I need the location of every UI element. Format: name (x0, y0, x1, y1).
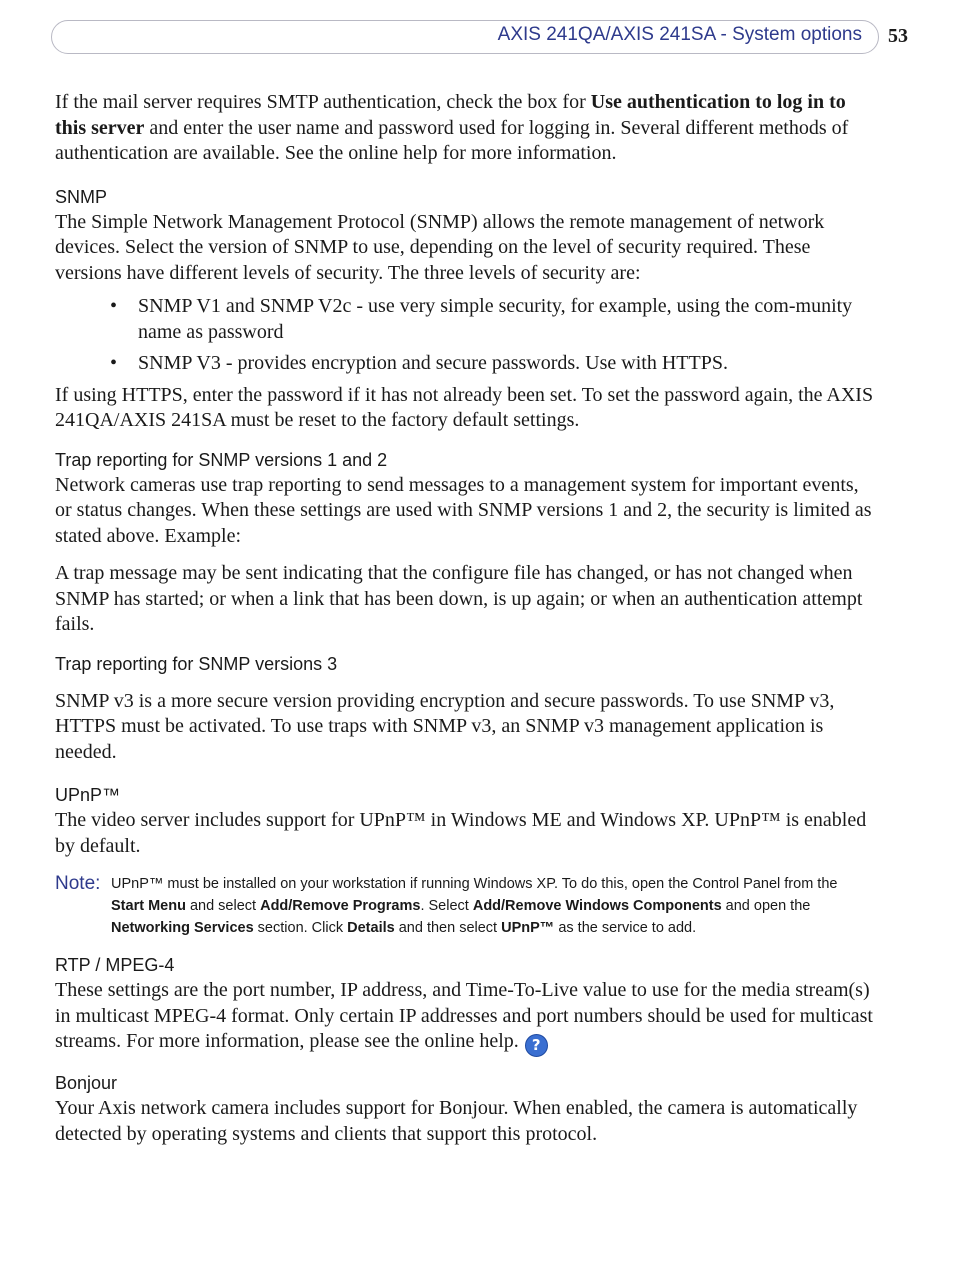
trap-3-paragraph: SNMP v3 is a more secure version providing encryption and secure passwords. To use SNMP v3, HTTPS must be activated. To use traps with SNMP v3, an SNMP v3 management application is needed. (55, 689, 835, 763)
page-content (55, 90, 877, 1147)
bullet-icon: • (110, 295, 118, 317)
snmp-paragraph: The Simple Network Management Protocol (SNMP) allows the remote management of network devices. Select the version of SNMP to use, depending on the level of security required. These versions have different levels of security. The three levels of security are: (55, 210, 825, 284)
menu-path-details: Details (347, 920, 395, 936)
bullet-icon: • (110, 352, 118, 374)
rtp-paragraph: These settings are the port number, IP address, and Time-To-Live value to use for the media stream(s) in multicast MPEG-4 format. Only certain IP addresses and port numbers should be used for multicast streams. For more information, please see the online help. ? (55, 978, 877, 1057)
note-text: UPnP™ must be installed on your workstation if running Windows XP. To do this, open the Control Panel from the Start Menu and select Add/Remove Programs. Select Add/Remove Windows Components and open the Networking Services section. Click Details and then select UPnP™ as the service to add. (111, 876, 838, 936)
menu-path-networking-services: Networking Services (111, 920, 254, 936)
section-heading-snmp: SNMP (55, 186, 108, 207)
upnp-note (55, 873, 877, 939)
option-name: Use authentication to log in to this server (55, 91, 846, 139)
help-question-icon: ? (525, 1034, 548, 1057)
list-item: • SNMP V3 - provides encryption and secure passwords. Use with HTTPS. (110, 351, 877, 377)
section-heading-bonjour: Bonjour (55, 1073, 118, 1093)
section-heading-trap-1-2: Trap reporting for SNMP versions 1 and 2 (55, 449, 388, 470)
bonjour-paragraph: Your Axis network camera includes support for Bonjour. When enabled, the camera is automatically detected by operating systems and clients that support this protocol. (55, 1097, 858, 1145)
note-label: Note: (55, 873, 101, 894)
section-heading-upnp: UPnP™ (55, 785, 121, 805)
menu-path-add-remove-components: Add/Remove Windows Components (472, 898, 722, 914)
header-title: AXIS 241QA/AXIS 241SA - System options (497, 24, 862, 45)
upnp-paragraph: The video server includes support for UPnP™ in Windows ME and Windows XP. UPnP™ is enabled by default. (55, 809, 867, 857)
https-paragraph: If using HTTPS, enter the password if it has not already been set. To set the password again, the AXIS 241QA/AXIS 241SA must be reset to the factory default settings. (55, 383, 874, 431)
snmp-version-list (55, 294, 877, 377)
section-heading-rtp: RTP / MPEG-4 (55, 955, 175, 975)
menu-path-add-remove-programs: Add/Remove Programs (260, 898, 421, 914)
trap-1-2-paragraph: Network cameras use trap reporting to send messages to a management system for important events, or status changes. When these settings are used with SNMP versions 1 and 2, the security is limited as stated above. Example: (55, 473, 872, 547)
section-heading-trap-3: Trap reporting for SNMP versions 3 (55, 653, 338, 674)
list-item: • SNMP V1 and SNMP V2c - use very simple security, for example, using the com-munity name as password (110, 295, 853, 343)
intro-paragraph: If the mail server requires SMTP authentication, check the box for Use authentication to log in to this server and enter the user name and password used for logging in. Several different methods of authentication are available. See the online help for more information. (55, 91, 849, 164)
menu-path-start-menu: Start Menu (111, 898, 186, 914)
trap-example-paragraph: A trap message may be sent indicating that the configure file has changed, or has not changed when SNMP has started; or when a link that has been down, is up again; or when an authentication attempt fails. (55, 562, 863, 635)
menu-path-upnp: UPnP™ (501, 920, 555, 936)
page-number: 53 (888, 25, 908, 47)
